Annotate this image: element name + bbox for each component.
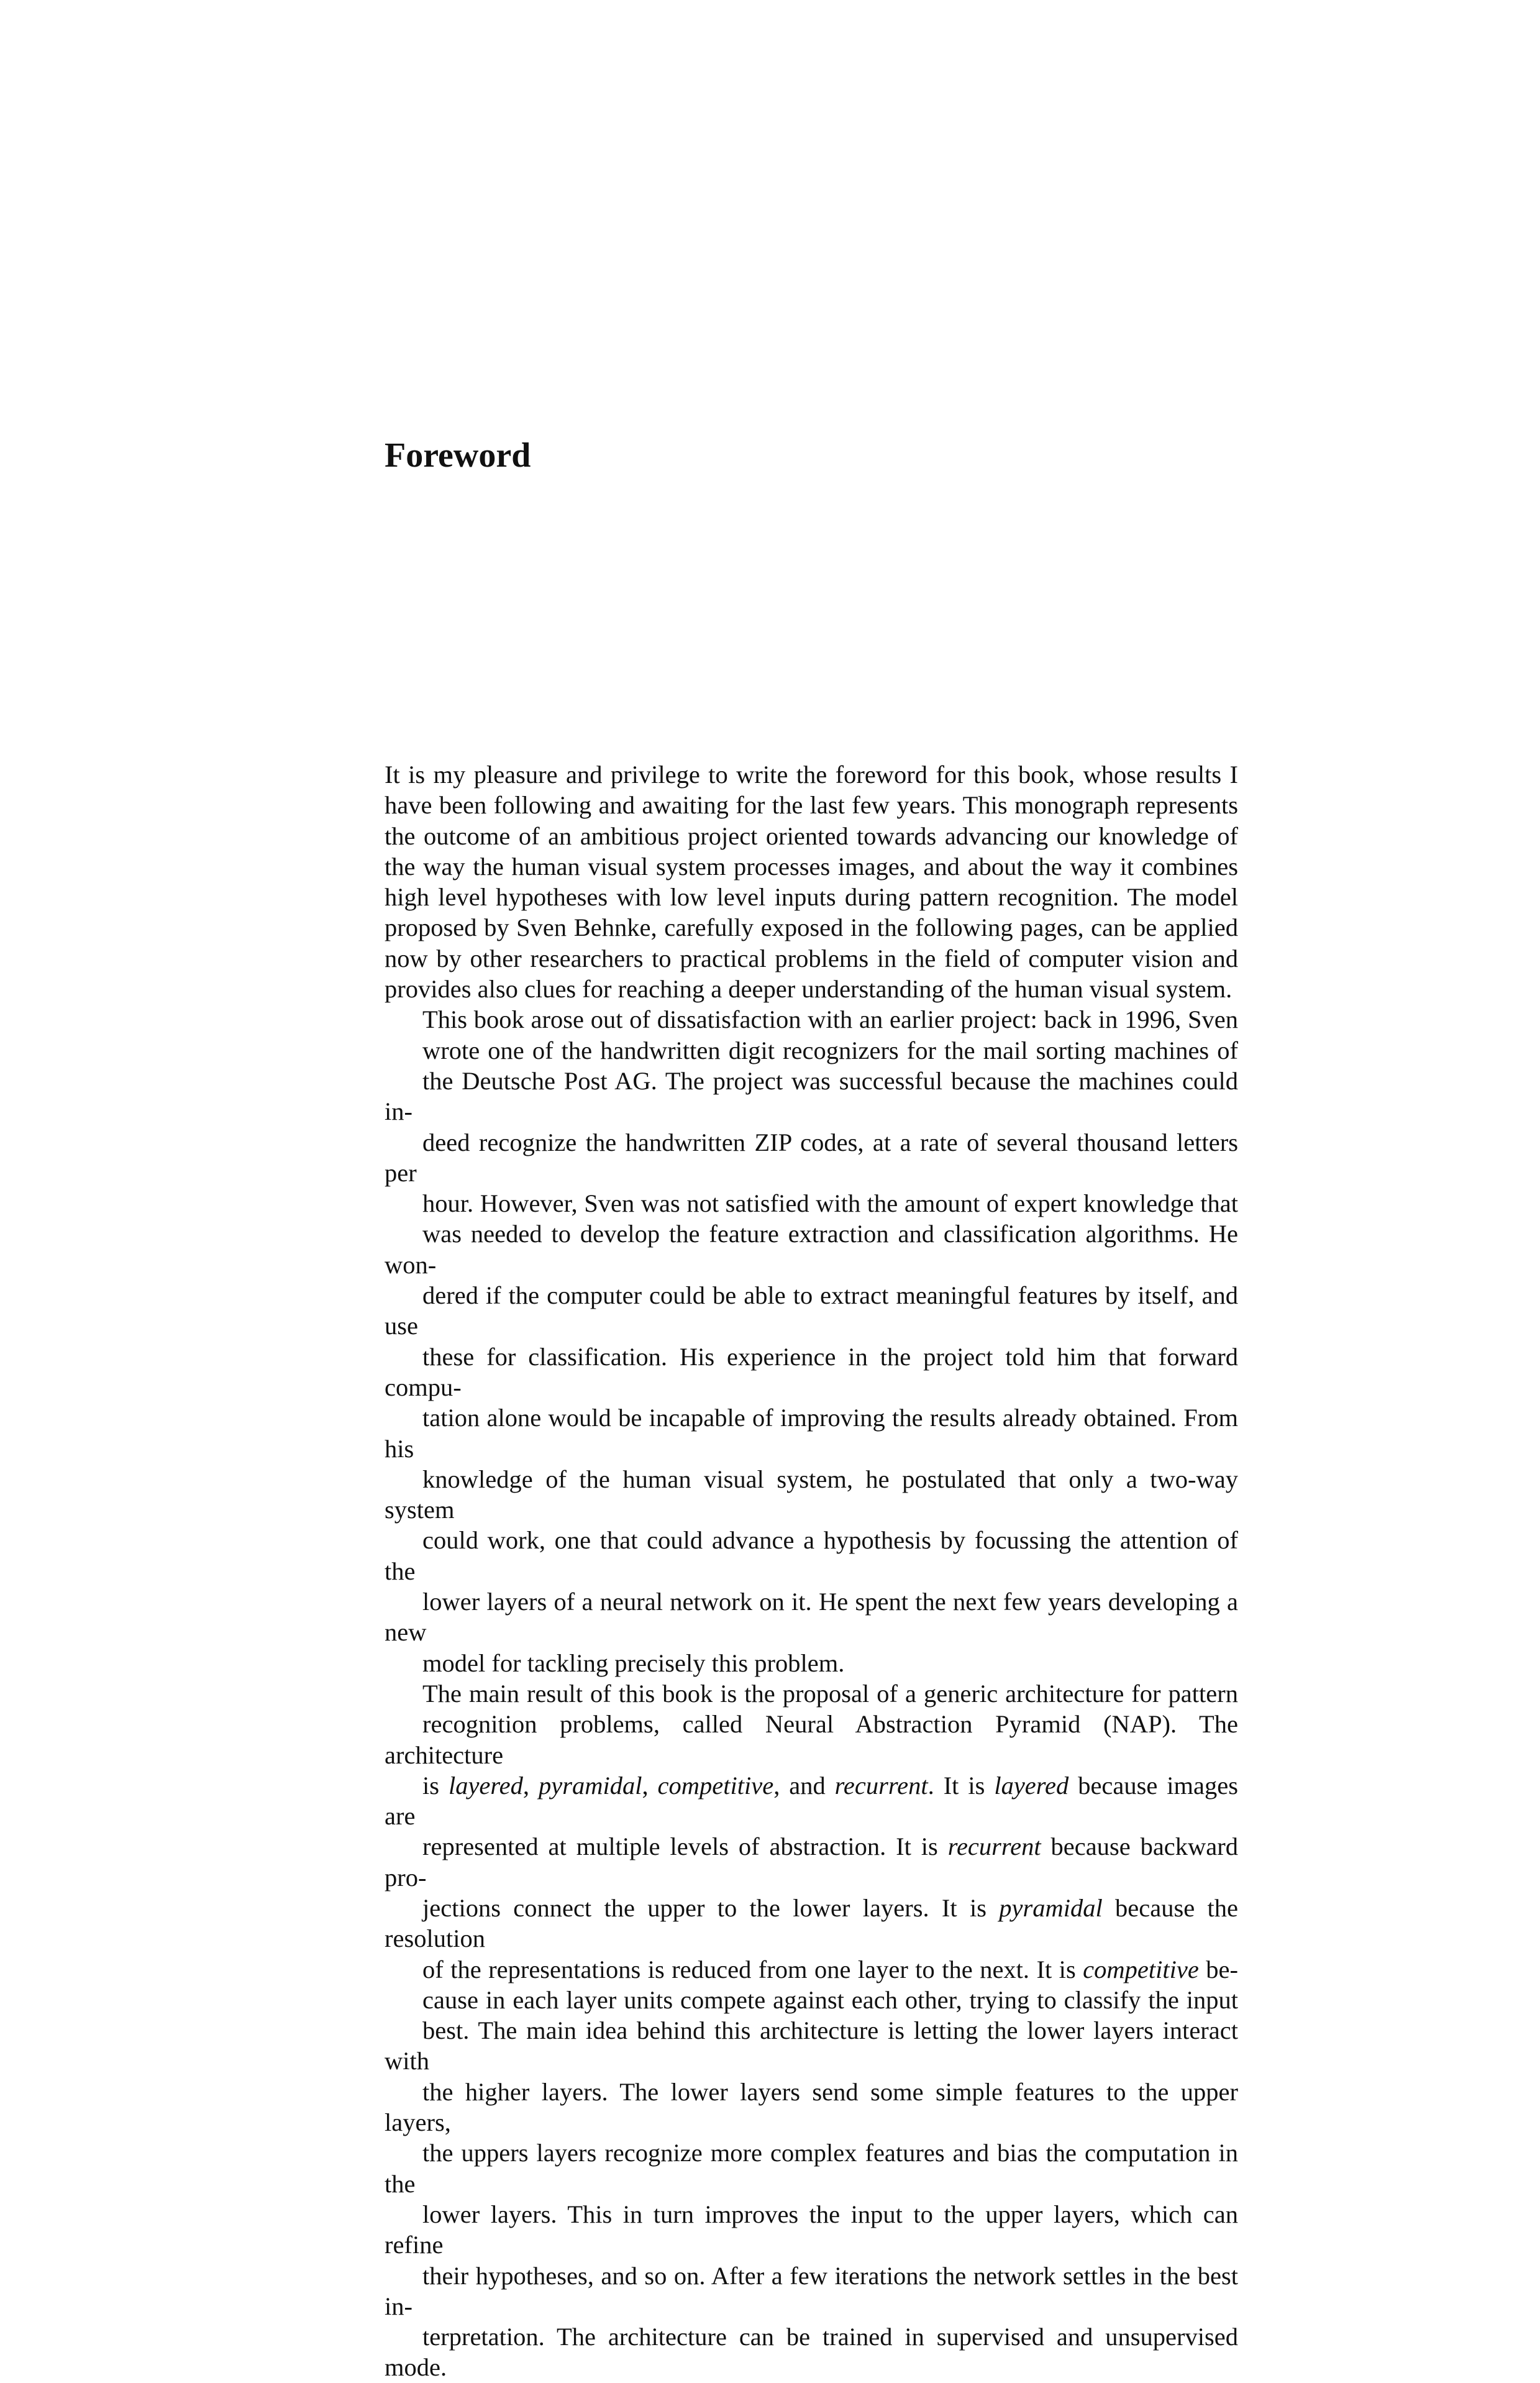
text-line: This book arose out of dissatisfaction with an earlier project: back in 1996, Sven (422, 1005, 1238, 1034)
text-line: lower layers. This in turn improves the input to the upper layers, which can refine (385, 2200, 1238, 2259)
text-line: lower layers of a neural network on it. He spent the next few years developing a new (385, 1588, 1238, 1647)
text-line: terpretation. The architecture can be trained in supervised and unsupervised mode. (385, 2323, 1238, 2382)
text-line: of the representations is reduced from one layer to the next. It is competitive be- (422, 1955, 1238, 1983)
text-line: best. The main idea behind this architecture is letting the lower layers interact with (385, 2016, 1238, 2075)
paragraph-1 (385, 759, 1238, 1004)
text-line: their hypotheses, and so on. After a few iterations the network settles in the best in- (385, 2261, 1238, 2320)
text-line: deed recognize the handwritten ZIP codes, at a rate of several thousand letters per (385, 1128, 1238, 1187)
text-line: jections connect the upper to the lower layers. It is pyramidal because the resolution (385, 1893, 1238, 1953)
text-line: hour. However, Sven was not satisfied with the amount of expert knowledge that (422, 1189, 1238, 1218)
text-line: the Deutsche Post AG. The project was successful because the machines could in- (385, 1066, 1238, 1126)
text-line: It is my pleasure and privilege to write the foreword for this book, whose results I (385, 761, 1238, 789)
foreword-body (385, 759, 1238, 2383)
text-line: The main result of this book is the proposal of a generic architecture for pattern (422, 1679, 1238, 1708)
text-line: model for tackling precisely this problem. (422, 1649, 845, 1677)
text-line: recognition problems, called Neural Abstraction Pyramid (NAP). The architecture (385, 1710, 1238, 1769)
text-line: now by other researchers to practical problems in the field of computer vision and (385, 944, 1238, 972)
text-line: dered if the computer could be able to extract meaningful features by itself, and use (385, 1281, 1238, 1340)
text-line: these for classification. His experience in the project told him that forward compu- (385, 1342, 1238, 1401)
text-line: proposed by Sven Behnke, carefully exposed in the following pages, can be applied (385, 913, 1238, 942)
text-line: the way the human visual system processes images, and about the way it combines (385, 852, 1238, 880)
text-line: represented at multiple levels of abstraction. It is recurrent because backward pro- (385, 1832, 1238, 1891)
text-line: tation alone would be incapable of improving the results already obtained. From his (385, 1404, 1238, 1463)
text-line: could work, one that could advance a hypothesis by focussing the attention of the (385, 1526, 1238, 1585)
text-line: wrote one of the handwritten digit recognizers for the mail sorting machines of (422, 1036, 1238, 1064)
text-line: knowledge of the human visual system, he postulated that only a two-way system (385, 1465, 1238, 1524)
text-line: have been following and awaiting for the last few years. This monograph represents (385, 791, 1238, 820)
paragraph-3 (385, 1678, 1238, 2383)
chapter-heading: Foreword (385, 436, 531, 475)
text-line: the uppers layers recognize more complex features and bias the computation in the (385, 2139, 1238, 2198)
text-line: provides also clues for reaching a deeper understanding of the human visual system. (385, 975, 1232, 1004)
text-line: cause in each layer units compete against each other, trying to classify the input (422, 1985, 1238, 2014)
text-line: the higher layers. The lower layers send some simple features to the upper layers, (385, 2077, 1238, 2137)
paragraph-2 (385, 1004, 1238, 1678)
text-line: the outcome of an ambitious project oriented towards advancing our knowledge of (385, 821, 1238, 850)
text-line: high level hypotheses with low level inputs during pattern recognition. The model (385, 883, 1238, 912)
text-line: was needed to develop the feature extraction and classification algorithms. He won- (385, 1220, 1238, 1279)
text-line: is layered, pyramidal, competitive, and recurrent. It is layered because images are (385, 1771, 1239, 1831)
